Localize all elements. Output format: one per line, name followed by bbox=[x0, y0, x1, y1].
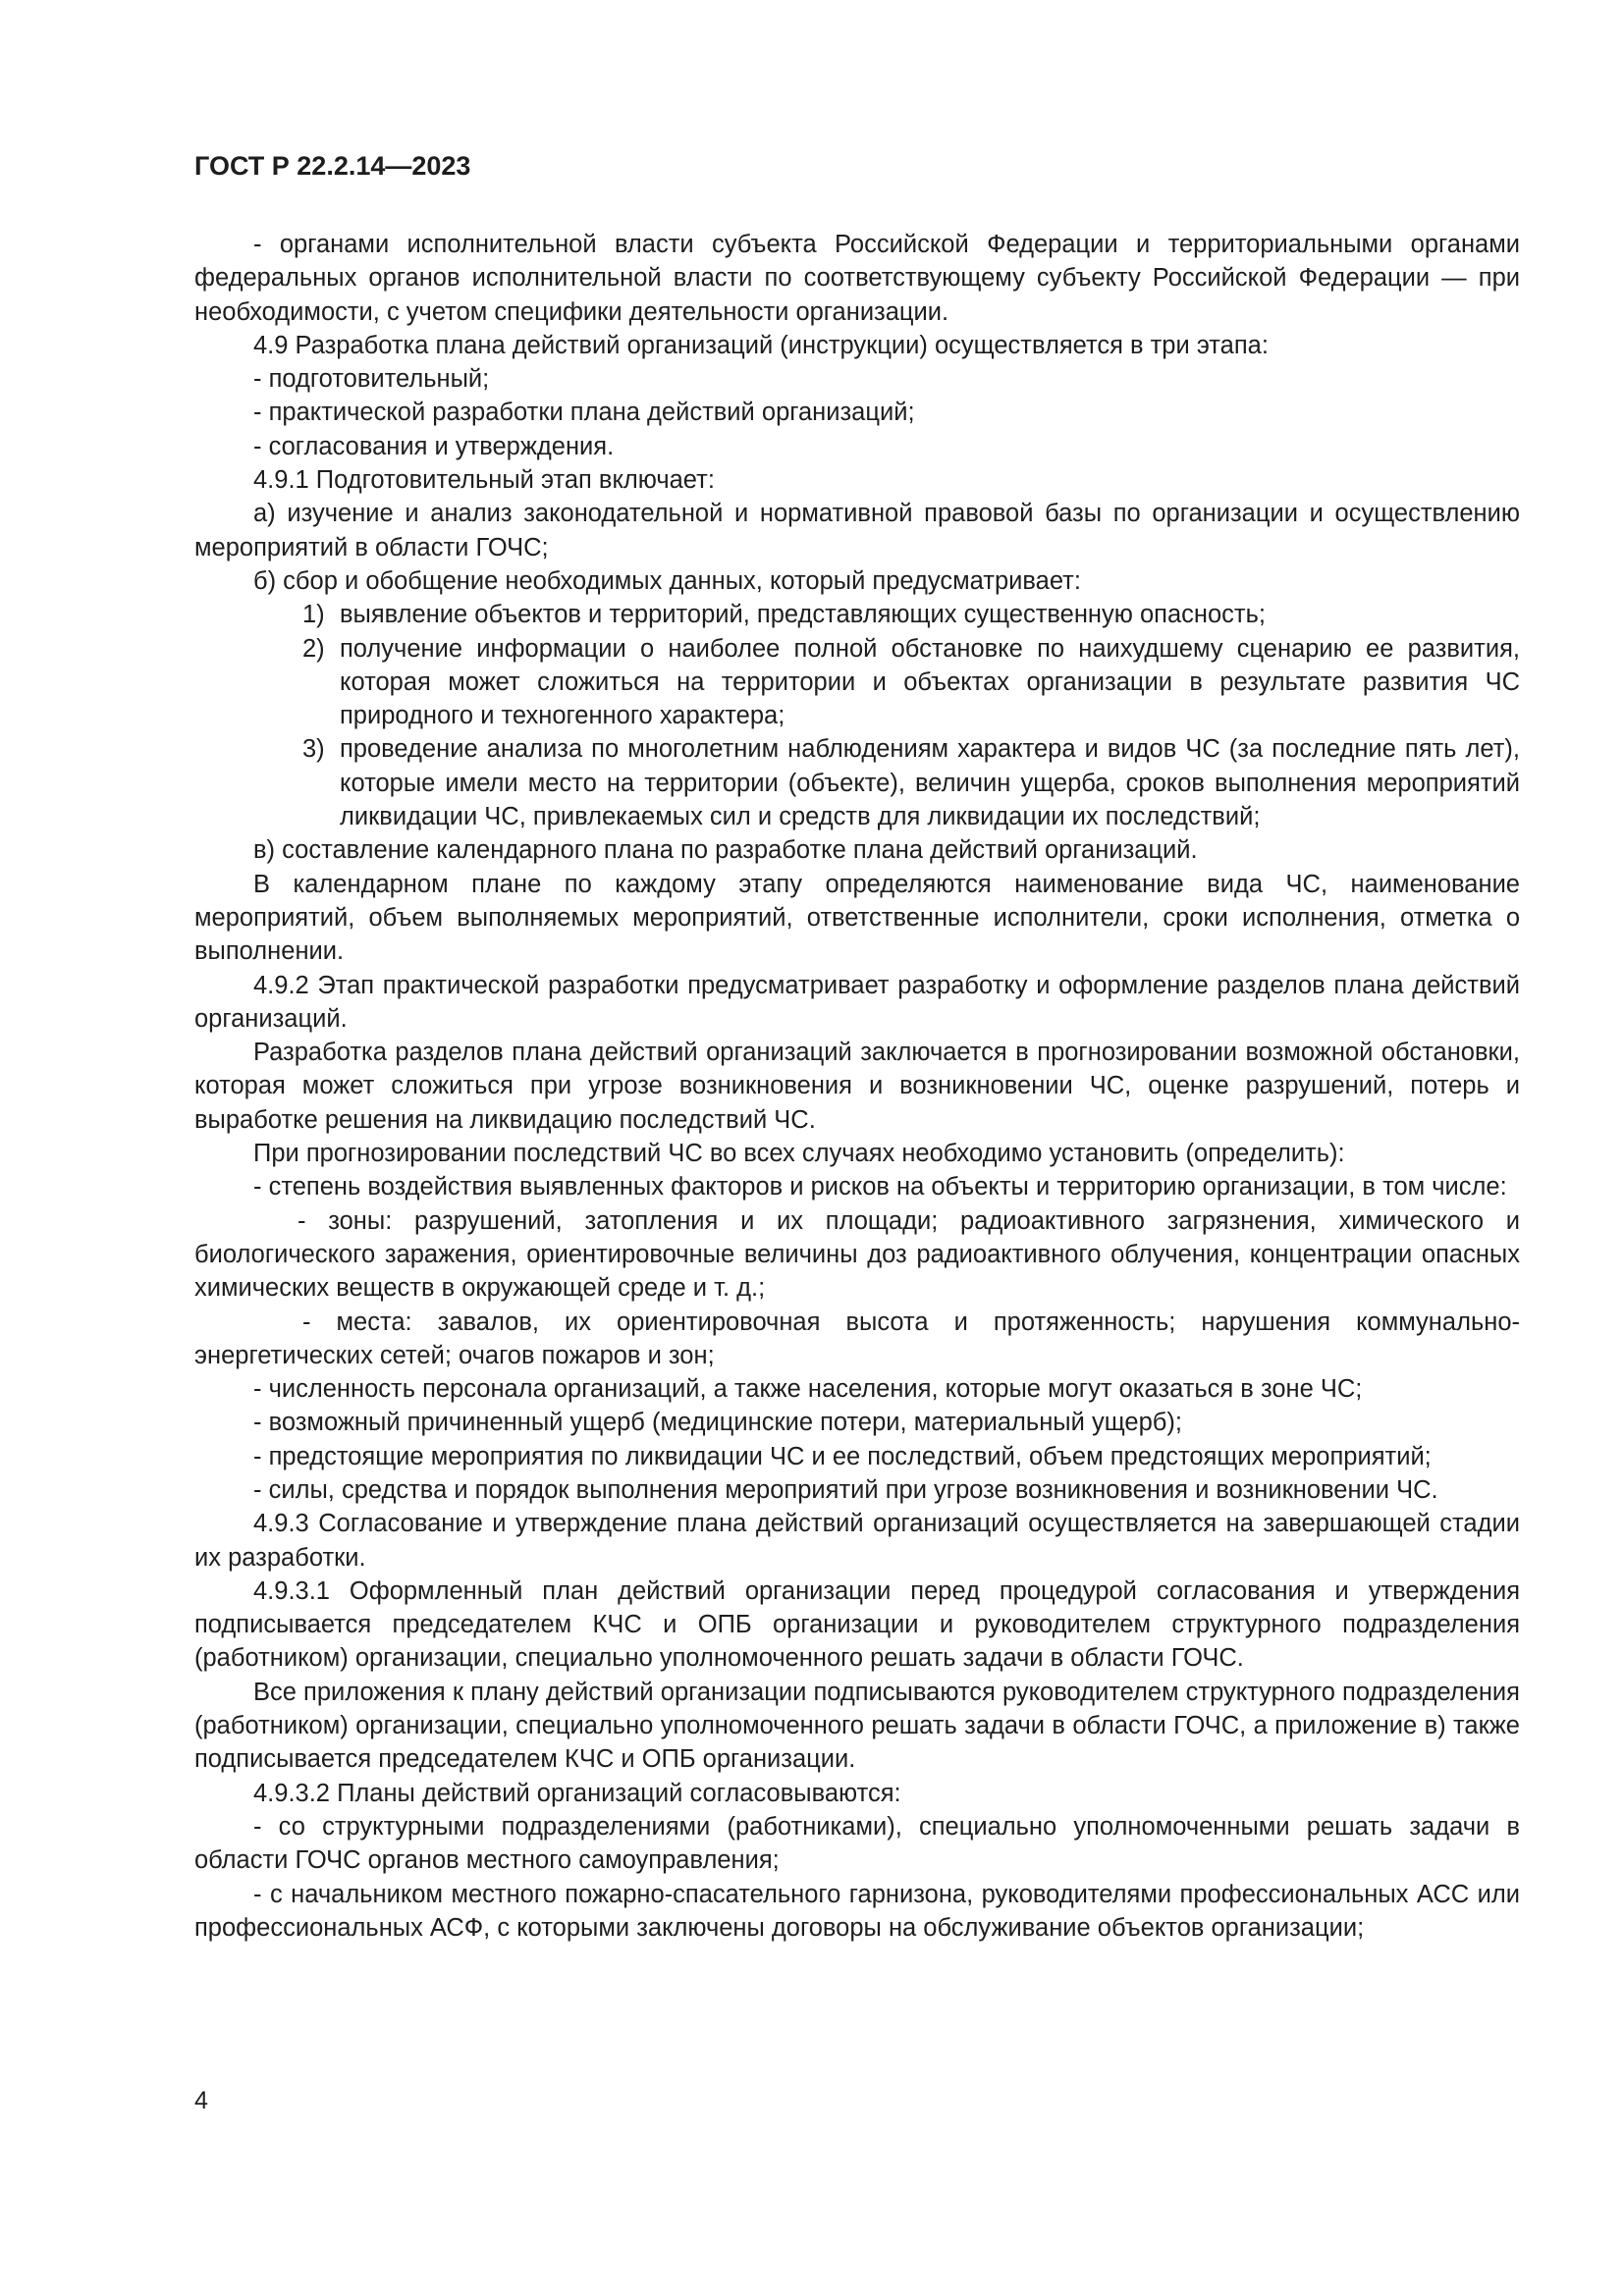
section-heading: 4.9.3.1 Оформленный план действий организации перед процедурой согласования и утверждения подписывается председателем КЧС и ОПБ организации и руководителем структурного подразделения (работником) организации, специально уполномоченного решать задачи в области ГОЧС. bbox=[194, 1576, 1520, 1673]
list-item: - подготовительный; bbox=[253, 365, 490, 394]
paragraph: - органами исполнительной власти субъекта Российской Федерации и территориальными органами федеральных органов исполнительной власти по соответствующему субъекту Российской Федерации — при необходимости, с учетом специфики деятельности организации. bbox=[194, 231, 1520, 326]
section-heading: 4.9.3.2 Планы действий организаций согласовываются: bbox=[253, 1779, 901, 1807]
list-item: - со структурными подразделениями (работниками), специально уполномоченными решать задачи в области ГОЧС органов местного самоуправления; bbox=[194, 1812, 1520, 1875]
list-item: - предстоящие мероприятия по ликвидации ЧС и ее последствий, объем предстоящих мероприятий; bbox=[253, 1442, 1432, 1470]
sub-list-text: получение информации о наиболее полной обстановке по наихудшему сценарию ее развития, которая может сложиться на территории и объектах организации в результате развития ЧС природного и техногенного характера; bbox=[340, 634, 1520, 730]
list-item: - возможный причиненный ущерб (медицинские потери, материальный ущерб); bbox=[253, 1409, 1182, 1437]
section-heading: 4.9.2 Этап практической разработки предусматривает разработку и оформление разделов плана действий организаций. bbox=[194, 971, 1520, 1033]
list-item: - места: завалов, их ориентировочная высота и протяженность; нарушения коммунально-энергетических сетей; очагов пожаров и зон; bbox=[194, 1308, 1520, 1369]
sub-list-item bbox=[194, 732, 1520, 833]
sub-list-number: 2) bbox=[302, 634, 325, 663]
sub-list-item bbox=[194, 598, 1520, 631]
list-item: - согласования и утверждения. bbox=[253, 432, 615, 460]
sub-list-text: выявление объектов и территорий, представляющих существенную опасность; bbox=[340, 601, 1266, 629]
page-number: 4 bbox=[194, 2087, 208, 2114]
paragraph: Все приложения к плану действий организации подписываются руководителем структурного подразделения (работником) организации, специально уполномоченного решать задачи в области ГОЧС, а приложение в) также подписывается председателем КЧС и ОПБ организации. bbox=[194, 1678, 1520, 1774]
sub-list-number: 1) bbox=[302, 601, 325, 629]
section-heading: 4.9.1 Подготовительный этап включает: bbox=[253, 466, 715, 495]
list-item: - численность персонала организаций, а также населения, которые могут оказаться в зоне ЧС; bbox=[253, 1375, 1363, 1404]
page-header: ГОСТ Р 22.2.14—2023 bbox=[194, 151, 471, 181]
list-item: а) изучение и анализ законодательной и нормативной правовой базы по организации и осуществлению мероприятий в области ГОЧС; bbox=[194, 500, 1520, 561]
paragraph: При прогнозировании последствий ЧС во всех случаях необходимо установить (определить): bbox=[253, 1140, 1345, 1168]
list-item: - зоны: разрушений, затопления и их площади; радиоактивного загрязнения, химического и биологического заражения, ориентировочные величины доз радиоактивного облучения, концентрации опасных химических веществ в окружающей среде и т. д.; bbox=[194, 1206, 1520, 1303]
sub-list-text: проведение анализа по многолетним наблюдениям характера и видов ЧС (за последние пять лет), которые имели место на территории (объекте), величин ущерба, сроков выполнения мероприятий ликвидации ЧС, привлекаемых сил и средств для ликвидации их последствий; bbox=[340, 735, 1520, 831]
list-item: - практической разработки плана действий организаций; bbox=[253, 399, 915, 427]
section-heading: 4.9 Разработка плана действий организаций (инструкции) осуществляется в три этапа: bbox=[253, 331, 1269, 359]
paragraph: Разработка разделов плана действий организаций заключается в прогнозировании возможной обстановки, которая может сложиться при угрозе возникновения и возникновении ЧС, оценке разрушений, потерь и выработке решения на ликвидацию последствий ЧС. bbox=[194, 1039, 1520, 1134]
list-item: б) сбор и обобщение необходимых данных, который предусматривает: bbox=[253, 566, 1081, 595]
list-item: - силы, средства и порядок выполнения мероприятий при угрозе возникновения и возникновении ЧС. bbox=[253, 1475, 1438, 1504]
document-body bbox=[194, 228, 1520, 1945]
list-item: в) составление календарного плана по разработке плана действий организаций. bbox=[253, 836, 1198, 865]
section-heading: 4.9.3 Согласование и утверждение плана действий организаций осуществляется на завершающей стадии их разработки. bbox=[194, 1510, 1520, 1572]
sub-list-number: 3) bbox=[302, 735, 325, 764]
paragraph: В календарном плане по каждому этапу определяются наименование вида ЧС, наименование мероприятий, объем выполняемых мероприятий, ответственные исполнители, сроки исполнения, отметка о выполнении. bbox=[194, 870, 1520, 966]
list-item: - степень воздействия выявленных факторов и рисков на объекты и территорию организации, в том числе: bbox=[253, 1173, 1507, 1201]
list-item: - с начальником местного пожарно-спасательного гарнизона, руководителями профессиональных АСС или профессиональных АСФ, с которыми заключены договоры на обслуживание объектов организации; bbox=[194, 1880, 1520, 1942]
sub-list-item bbox=[194, 632, 1520, 733]
